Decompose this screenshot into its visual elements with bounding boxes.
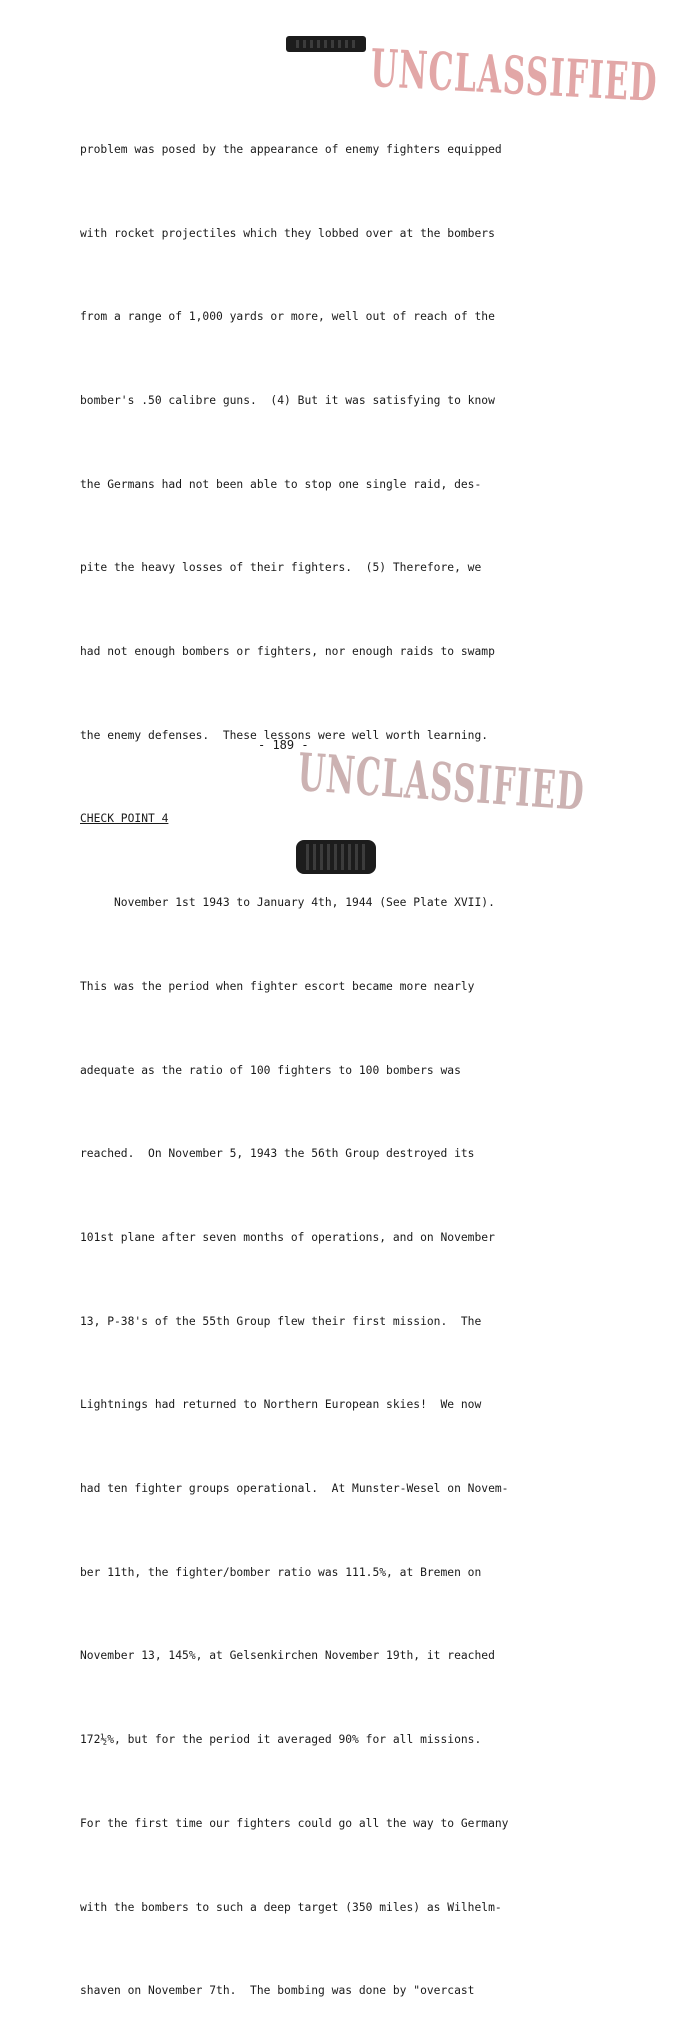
unclassified-stamp-bottom: UNCLASSIFIED: [295, 742, 587, 823]
text-line: the enemy defenses. These lessons were well worth learning.: [80, 728, 489, 742]
text-line: the Germans had not been able to stop one single raid, des-: [80, 477, 482, 491]
text-line: 172½%, but for the period it averaged 90% for all missions.: [80, 1733, 482, 1747]
text-line: For the first time our fighters could go all the way to Germany: [80, 1816, 509, 1830]
text-line: had ten fighter groups operational. At Munster-Wesel on Novem-: [80, 1482, 509, 1496]
text-line: shaven on November 7th. The bombing was done by "overcast: [80, 1984, 475, 1998]
text-line: reached. On November 5, 1943 the 56th Group destroyed its: [80, 1147, 475, 1161]
redaction-mark-bottom: [296, 840, 376, 874]
text-line: November 13, 145%, at Gelsenkirchen November 19th, it reached: [80, 1649, 495, 1663]
text-line: with rocket projectiles which they lobbed over at the bombers: [80, 226, 495, 240]
text-line: pite the heavy losses of their fighters. (5) Therefore, we: [80, 561, 482, 575]
unclassified-stamp-top: UNCLASSIFIED: [368, 38, 660, 114]
text-line: 13, P-38's of the 55th Group flew their first mission. The: [80, 1314, 482, 1328]
text-line: November 1st 1943 to January 4th, 1944 (See Plate XVII).: [80, 896, 495, 910]
text-line: 101st plane after seven months of operations, and on November: [80, 1230, 495, 1244]
text-line: had not enough bombers or fighters, nor enough raids to swamp: [80, 645, 495, 659]
section-heading: CHECK POINT 4: [80, 812, 169, 826]
redaction-mark-top: [286, 36, 366, 52]
document-body: [80, 80, 540, 2033]
text-line: Lightnings had returned to Northern European skies! We now: [80, 1398, 482, 1412]
text-line: ber 11th, the fighter/bomber ratio was 111.5%, at Bremen on: [80, 1565, 482, 1579]
text-line: This was the period when fighter escort became more nearly: [80, 979, 475, 993]
text-line: problem was posed by the appearance of enemy fighters equipped: [80, 142, 502, 156]
text-line: adequate as the ratio of 100 fighters to 100 bombers was: [80, 1063, 461, 1077]
text-line: with the bombers to such a deep target (350 miles) as Wilhelm-: [80, 1900, 502, 1914]
text-line: from a range of 1,000 yards or more, well out of reach of the: [80, 310, 495, 324]
text-line: bomber's .50 calibre guns. (4) But it was satisfying to know: [80, 393, 495, 407]
page-number: - 189 -: [258, 738, 309, 752]
